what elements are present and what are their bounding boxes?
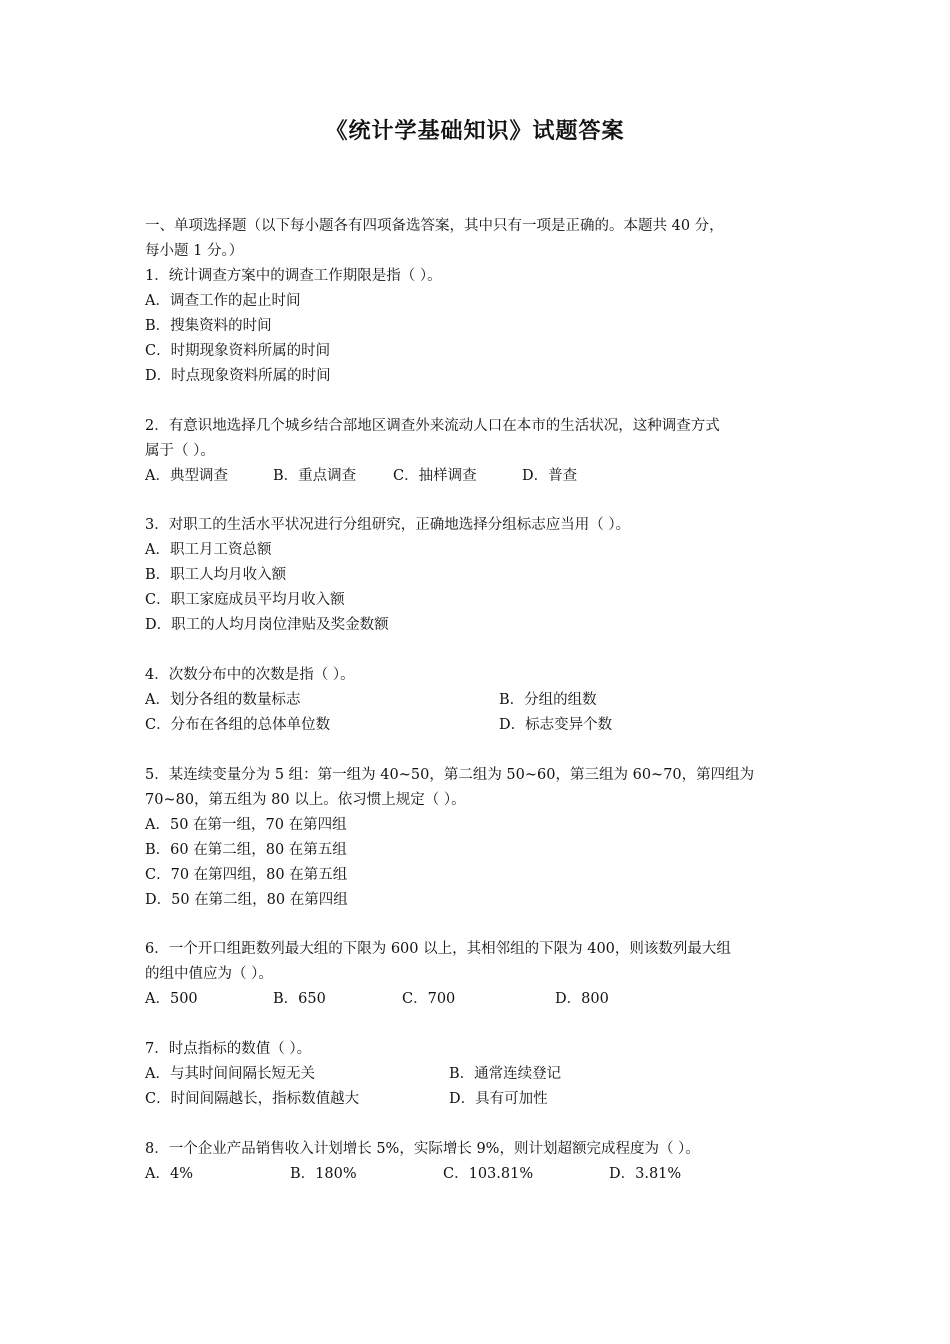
question-7-option-b: B．通常连续登记 [449,1066,562,1082]
question-6-stem: 6．一个开口组距数列最大组的下限为 600 以上，其相邻组的下限为 400，则该数列最大组 [145,941,731,957]
section-heading: 一、单项选择题（以下每小题各有四项备选答案，其中只有一项是正确的。本题共 40 分， [145,218,724,234]
question-2-option-c: C．抽样调查 [393,468,477,484]
question-4-option-a: A．划分各组的数量标志 [145,692,301,708]
question-5-stem-cont: 70~80，第五组为 80 以上。依习惯上规定（ ）。 [145,792,466,808]
question-2-stem-cont: 属于（ ）。 [145,443,215,459]
question-3-stem: 3．对职工的生活水平状况进行分组研究，正确地选择分组标志应当用（ ）。 [145,517,631,533]
question-7-option-c: C．时间间隔越长，指标数值越大 [145,1091,360,1107]
question-3-option-c: C．职工家庭成员平均月收入额 [145,592,345,608]
section-heading-cont: 每小题 1 分。） [145,243,244,259]
question-8-option-a: A．4% [145,1166,193,1182]
question-2-option-a: A．典型调查 [145,468,228,484]
question-5-option-b: B．60 在第二组，80 在第五组 [145,842,347,858]
question-3-option-b: B．职工人均月收入额 [145,567,287,583]
document-title: 《统计学基础知识》试题答案 [325,119,625,144]
question-2-stem: 2．有意识地选择几个城乡结合部地区调查外来流动人口在本市的生活状况，这种调查方式 [145,418,720,434]
question-4-option-b: B．分组的组数 [499,692,597,708]
question-8-option-b: B．180% [290,1166,357,1182]
question-4-stem: 4．次数分布中的次数是指（ ）。 [145,667,355,683]
question-8-option-c: C．103.81% [443,1166,534,1182]
question-6-option-c: C．700 [402,991,456,1007]
question-1-option-d: D．时点现象资料所属的时间 [145,368,331,384]
question-2-option-b: B．重点调查 [273,468,357,484]
question-4-option-d: D．标志变异个数 [499,717,613,733]
question-8-stem: 8．一个企业产品销售收入计划增长 5%，实际增长 9%，则计划超额完成程度为（ ）。 [145,1141,700,1157]
question-6-option-b: B．650 [273,991,326,1007]
question-1-option-a: A．调查工作的起止时间 [145,293,301,309]
question-4-option-c: C．分布在各组的总体单位数 [145,717,331,733]
question-7-option-d: D．具有可加性 [449,1091,548,1107]
question-5-option-a: A．50 在第一组，70 在第四组 [145,817,347,833]
question-8-option-d: D．3.81% [609,1166,682,1182]
question-5-stem: 5．某连续变量分为 5 组：第一组为 40~50，第二组为 50~60，第三组为 60~70，第四组为 [145,767,755,783]
question-7-option-a: A．与其时间间隔长短无关 [145,1066,315,1082]
question-1-option-b: B．搜集资料的时间 [145,318,272,334]
question-1-stem: 1．统计调查方案中的调查工作期限是指（ ）。 [145,268,442,284]
question-3-option-a: A．职工月工资总额 [145,542,272,558]
question-5-option-d: D．50 在第二组，80 在第四组 [145,892,348,908]
question-2-option-d: D．普查 [522,468,578,484]
question-6-option-a: A．500 [145,991,198,1007]
question-1-option-c: C．时期现象资料所属的时间 [145,343,331,359]
question-7-stem: 7．时点指标的数值（ ）。 [145,1041,312,1057]
question-3-option-d: D．职工的人均月岗位津贴及奖金数额 [145,617,389,633]
question-6-option-d: D．800 [555,991,609,1007]
question-5-option-c: C．70 在第四组，80 在第五组 [145,867,348,883]
question-6-stem-cont: 的组中值应为（ ）。 [145,966,273,982]
